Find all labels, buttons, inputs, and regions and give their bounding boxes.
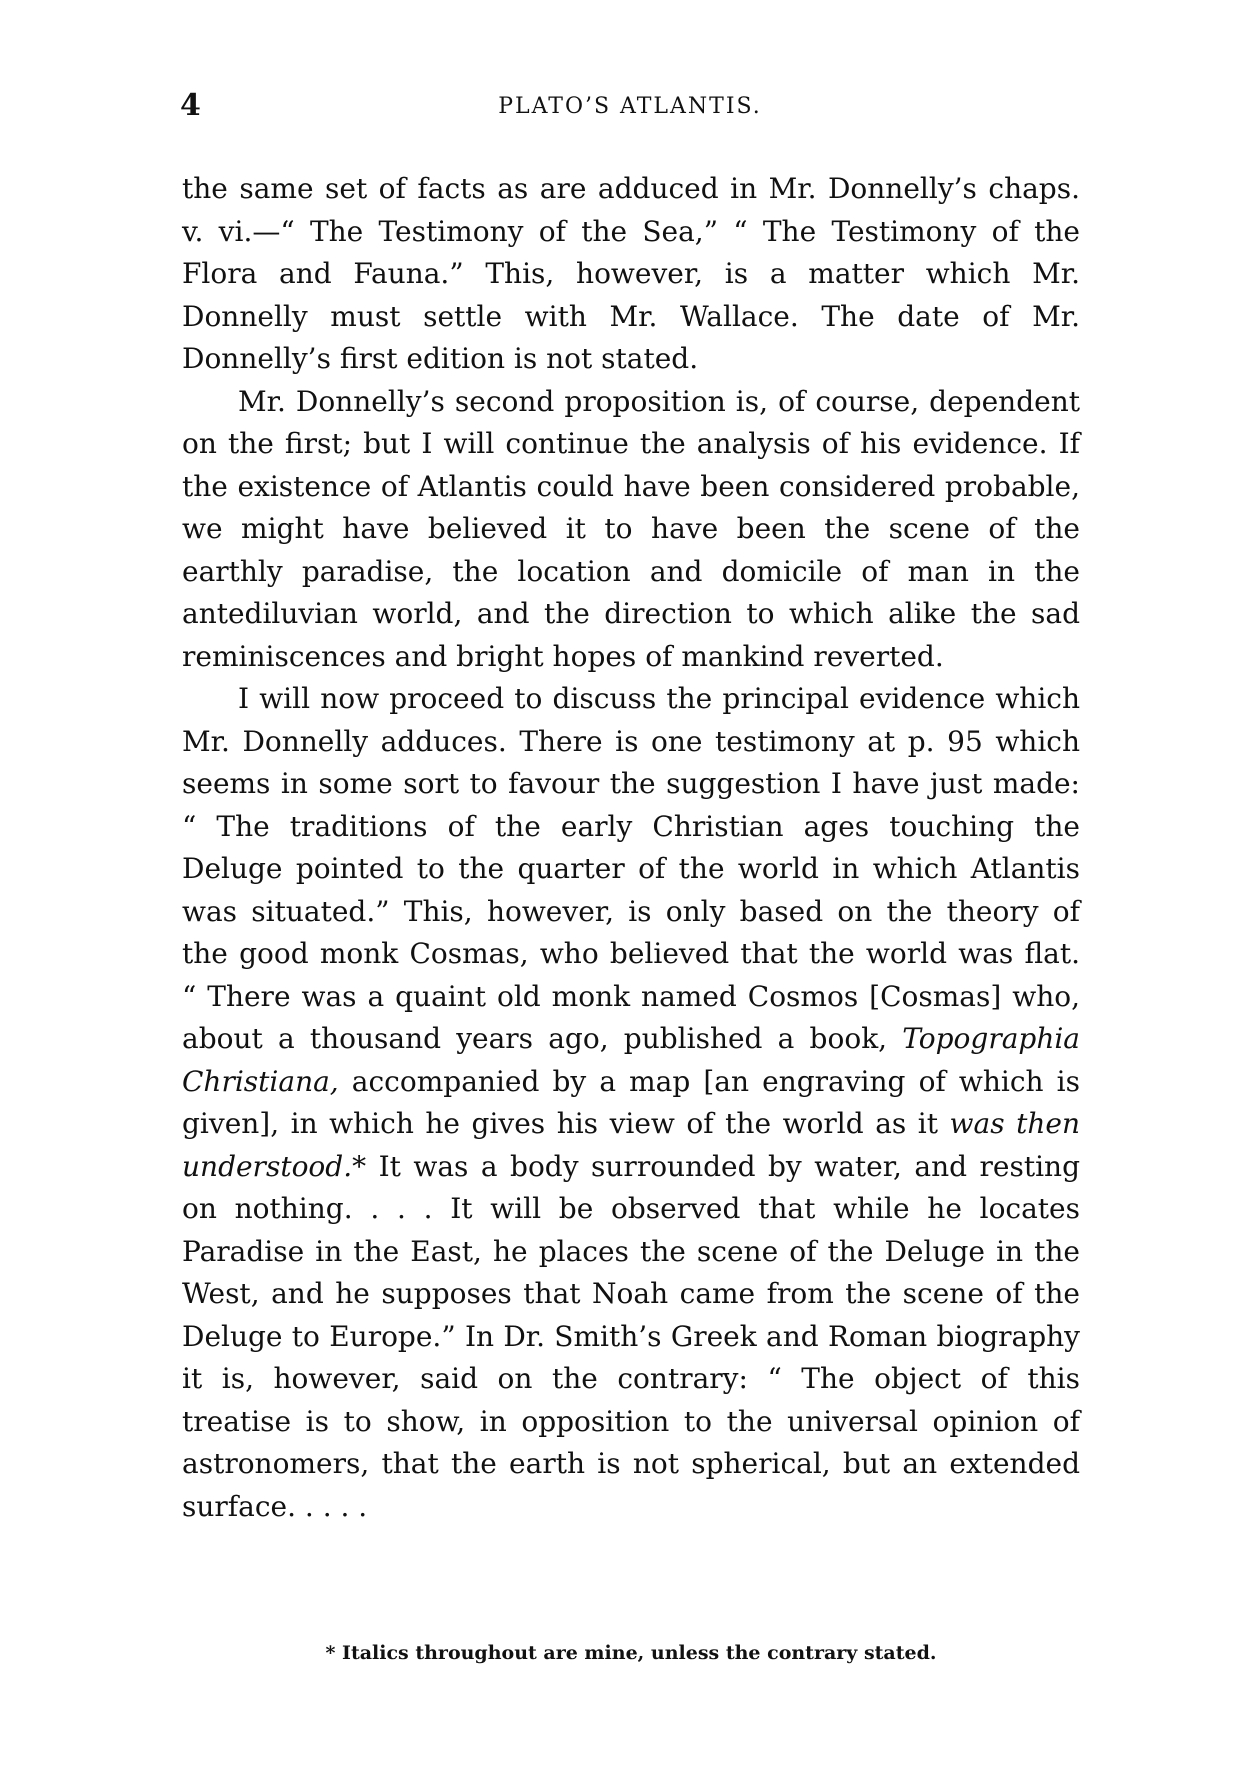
paragraph-2-text: Mr. Donnelly’s second proposition is, of course, dependent on the first; but I will continue the analysis of his evidence. If the existence of Atlantis could have been considered probable, we might have believed it to have been the scene of the earthly paradise, the location and domicile of man in the antediluvian world, and the direction to which alike the sad reminiscences and bright hopes of mankind reverted.: [182, 384, 1080, 673]
footnote: * Italics throughout are mine, unless the contrary stated.: [325, 1642, 937, 1664]
body-text: [182, 168, 1080, 1528]
emphasis-italic: was then understood.: [182, 1107, 1080, 1183]
paragraph-3: [182, 678, 1080, 1528]
page-header: [180, 88, 1080, 128]
page-number: 4: [180, 88, 201, 123]
book-title-italic: Topographia Christiana,: [182, 1022, 1080, 1098]
running-title: PLATO’S ATLANTIS.: [498, 94, 762, 119]
paragraph-3-text-b: accompanied by a map [an engraving of which is given], in which he gives his view of the world as it: [182, 1064, 1080, 1140]
paragraph-1-text: the same set of facts as are adduced in Mr. Donnelly’s chaps. v. vi.—“ The Testimony of the Sea,” “ The Testimony of the Flora and Fauna.” This, however, is a matter which Mr. Donnelly must settle with Mr. Wallace. The date of Mr. Donnelly’s first edition is not stated.: [182, 172, 1080, 375]
paragraph-3-text-a: I will now proceed to discuss the principal evidence which Mr. Donnelly adduces. There is one testimony at p. 95 which seems in some sort to favour the suggestion I have just made: “ The traditions of the early Christian ages touching the Deluge pointed to the quarter of the world in which Atlantis was situated.” This, however, is only based on the theory of the good monk Cosmas, who believed that the world was flat. “ There was a quaint old monk named Cosmos [Cosmas] who, about a thousand years ago, published a book,: [182, 682, 1080, 1055]
paragraph-1: [182, 168, 1080, 381]
paragraph-2: [182, 381, 1080, 679]
paragraph-3-text-c: * It was a body surrounded by water, and resting on nothing. . . . It will be observed that while he locates Paradise in the East, he places the scene of the Deluge in the West, and he supposes that Noah came from the scene of the Deluge to Europe.” In Dr. Smith’s Greek and Roman biography it is, however, said on the contrary: “ The object of this treatise is to show, in opposition to the universal opinion of astronomers, that the earth is not spherical, but an extended surface. . . . .: [182, 1149, 1080, 1523]
